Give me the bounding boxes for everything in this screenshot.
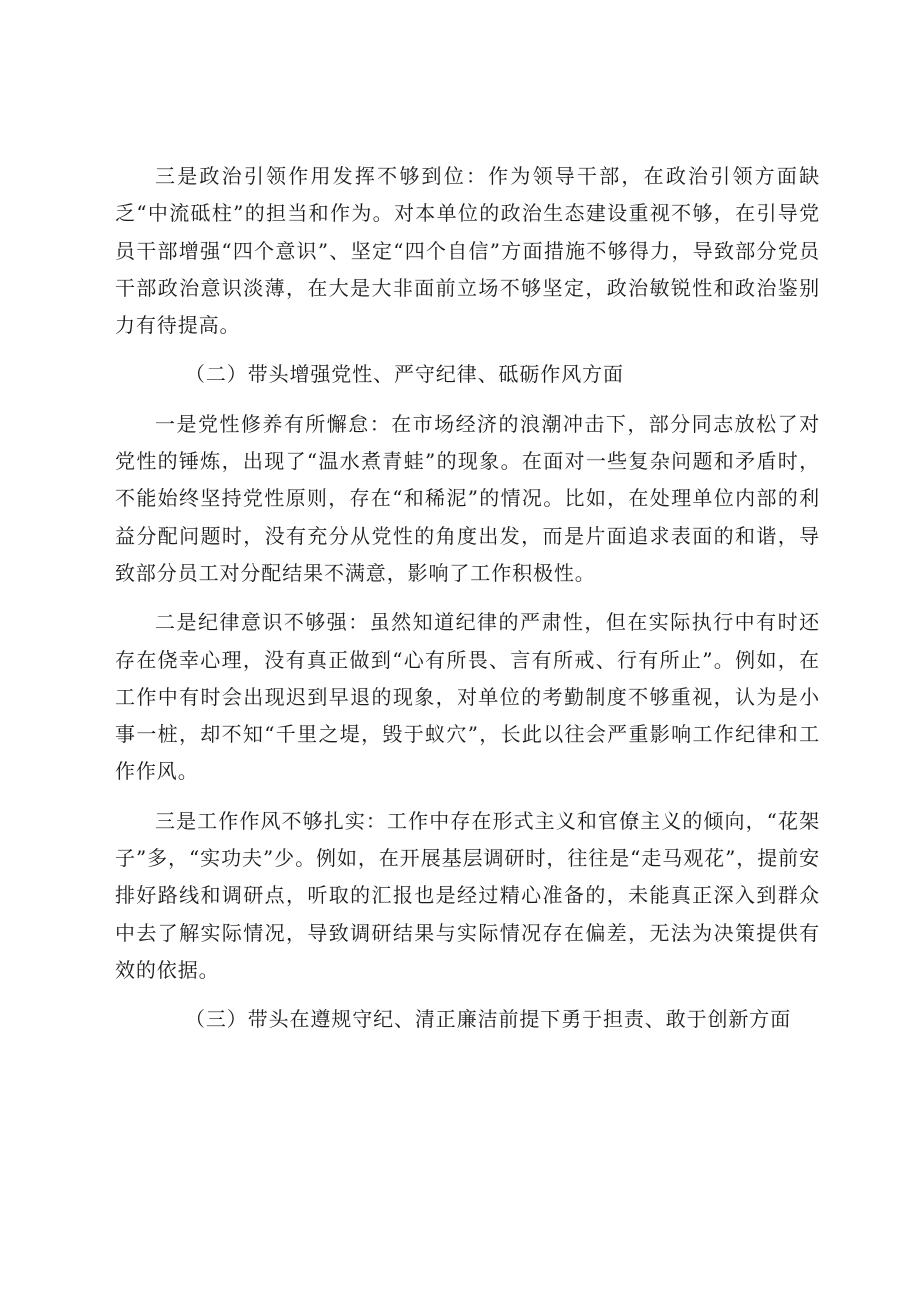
paragraph-political-leadership: 三是政治引领作用发挥不够到位：作为领导干部，在政治引领方面缺乏“中流砥柱”的担当和作为。对本单位的政治生态建设重视不够，在引导党员干部增强“四个意识”、坚定“四个自信”方面措施不够得力，导致部分党员干部政治意识淡薄，在大是大非面前立场不够坚定，政治敏锐性和政治鉴别力有待提高。 — [115, 164, 820, 338]
paragraph-discipline: 二是纪律意识不够强：虽然知道纪律的严肃性，但在实际执行中有时还存在侥幸心理，没有真正做到“心有所畏、言有所戒、行有所止”。例如，在工作中有时会出现迟到早退的现象，对单位的考勤制度不够重视，认为是小事一桩，却不知“千里之堤，毁于蚁穴”，长此以往会严重影响工作纪律和工作作风。 — [115, 610, 820, 784]
paragraph-party-spirit: 一是党性修养有所懈怠：在市场经济的浪潮冲击下，部分同志放松了对党性的锤炼，出现了“温水煮青蛙”的现象。在面对一些复杂问题和矛盾时，不能始终坚持党性原则，存在“和稀泥”的情况。比如，在处理单位内部的利益分配问题时，没有充分从党性的角度出发，而是片面追求表面的和谐，导致部分员工对分配结果不满意，影响了工作积极性。 — [115, 411, 820, 585]
document-body — [115, 158, 820, 1051]
section-heading-3: （三）带头在遵规守纪、清正廉洁前提下勇于担责、敢于创新方面 — [185, 1007, 792, 1032]
paragraph-work-style: 三是工作作风不够扎实：工作中存在形式主义和官僚主义的倾向，“花架子”多，“实功夫”少。例如，在开展基层调研时，往往是“走马观花”，提前安排好路线和调研点，听取的汇报也是经过精心准备的，未能真正深入到群众中去了解实际情况，导致调研结果与实际情况存在偏差，无法为决策提供有效的依据。 — [115, 808, 820, 982]
section-heading-2: （二）带头增强党性、严守纪律、砥砺作风方面 — [185, 362, 624, 387]
